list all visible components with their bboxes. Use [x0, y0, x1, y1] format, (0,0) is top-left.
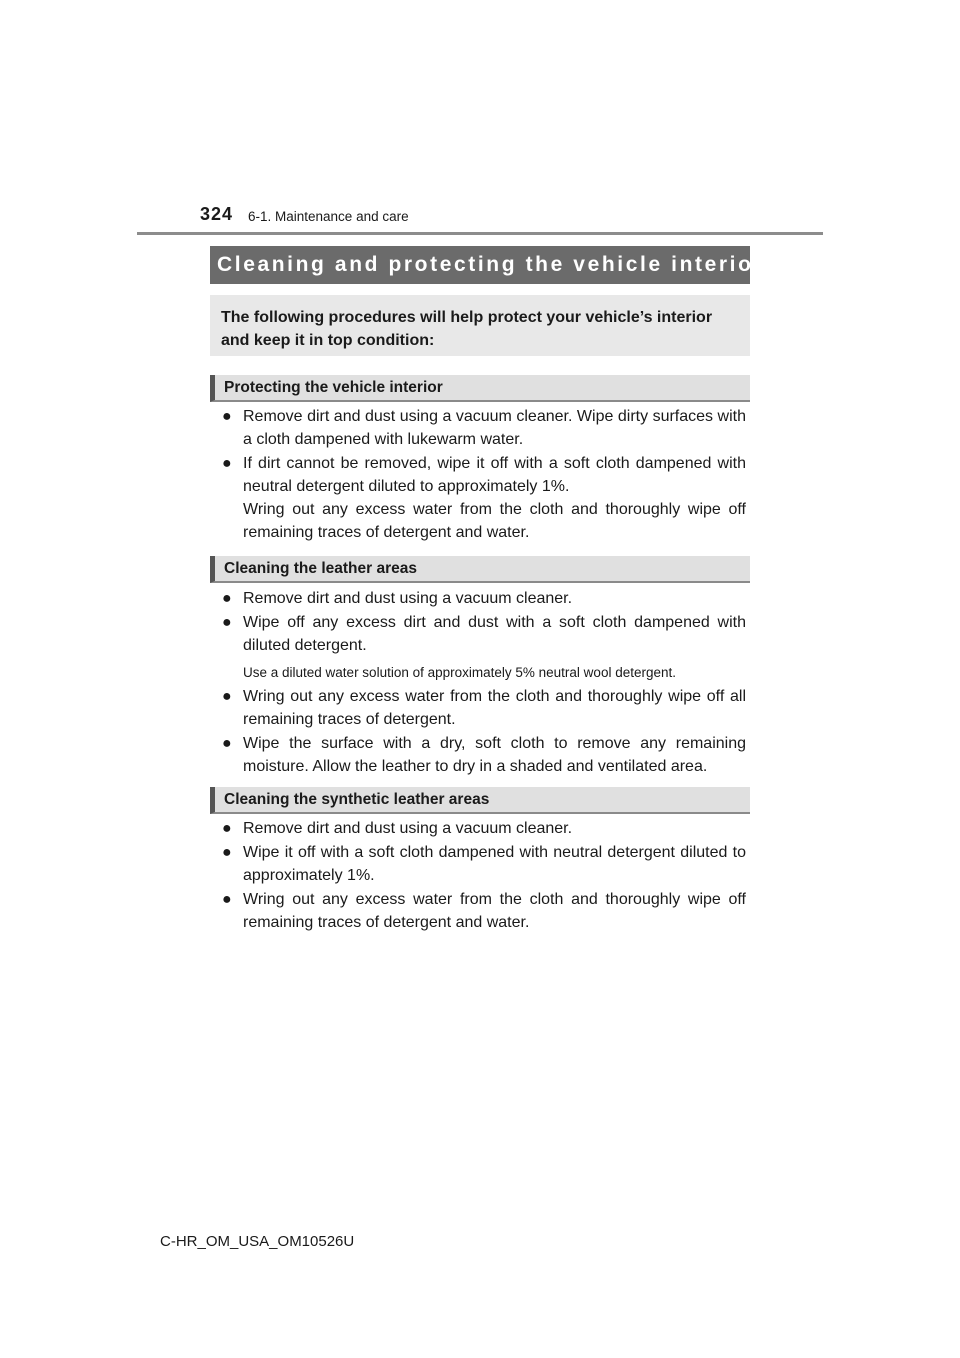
- list-protecting: [222, 405, 746, 544]
- list-item: ● Remove dirt and dust using a vacuum cleaner.: [222, 817, 746, 840]
- intro-box: The following procedures will help protect your vehicle’s interior and keep it in top condition:: [210, 295, 750, 356]
- bullet-icon: ●: [222, 408, 232, 425]
- list-item: ● If dirt cannot be removed, wipe it off with a soft cloth dampened with neutral detergent diluted to approximately 1%. Wring out any excess water from the cloth and thoroughly wipe off remaining traces of detergent and water.: [222, 452, 746, 544]
- footer-code: C-HR_OM_USA_OM10526U: [160, 1233, 355, 1250]
- bullet-icon: ●: [222, 820, 232, 837]
- section-heading-synthetic-leather: Cleaning the synthetic leather areas: [210, 787, 750, 814]
- bullet-icon: ●: [222, 455, 232, 472]
- bullet-icon: ●: [222, 614, 232, 631]
- bullet-icon: ●: [222, 590, 232, 607]
- list-item: ● Wipe the surface with a dry, soft cloth to remove any remaining moisture. Allow the leather to dry in a shaded and ventilated area.: [222, 732, 746, 778]
- list-leather: [222, 587, 746, 778]
- list-item: ● Remove dirt and dust using a vacuum cleaner. Wipe dirty surfaces with a cloth dampened with lukewarm water.: [222, 405, 746, 451]
- page-title: Cleaning and protecting the vehicle interior: [210, 246, 750, 284]
- list-note: Use a diluted water solution of approximately 5% neutral wool detergent.: [243, 665, 676, 680]
- section-heading-protecting: Protecting the vehicle interior: [210, 375, 750, 402]
- section-heading-leather: Cleaning the leather areas: [210, 556, 750, 583]
- list-item: ● Wipe off any excess dirt and dust with a soft cloth dampened with diluted detergent.: [222, 611, 746, 657]
- bullet-icon: ●: [222, 891, 232, 908]
- list-item: ● Remove dirt and dust using a vacuum cleaner.: [222, 587, 746, 610]
- header-divider: [137, 232, 823, 235]
- bullet-icon: ●: [222, 688, 232, 705]
- bullet-icon: ●: [222, 735, 232, 752]
- list-item: ● Wring out any excess water from the cloth and thoroughly wipe off remaining traces of detergent and water.: [222, 888, 746, 934]
- page-number: 324: [200, 204, 234, 224]
- bullet-icon: ●: [222, 844, 232, 861]
- section-label: 6-1. Maintenance and care: [248, 209, 409, 224]
- list-item: ● Wipe it off with a soft cloth dampened with neutral detergent diluted to approximately 1%.: [222, 841, 746, 887]
- list-item: ● Wring out any excess water from the cloth and thoroughly wipe off all remaining traces of detergent.: [222, 685, 746, 731]
- list-synthetic-leather: [222, 817, 746, 934]
